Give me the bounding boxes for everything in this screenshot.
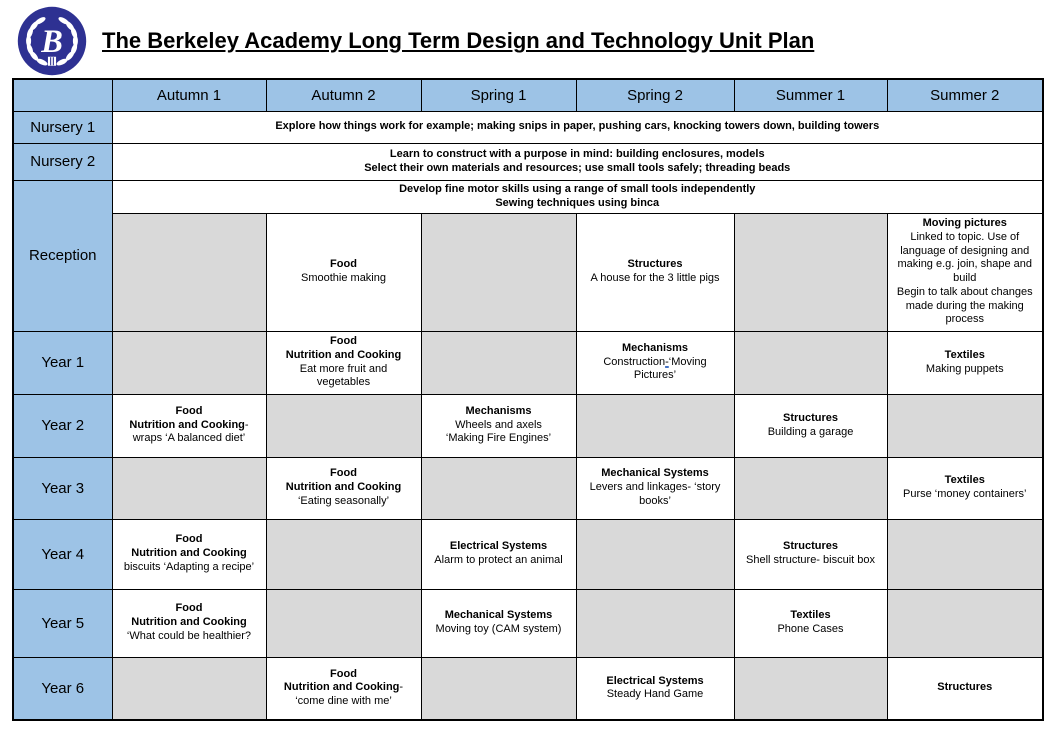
cell-text: Begin to talk about changes made during the making process: [896, 285, 1033, 326]
table-row-reception-units: [13, 213, 1043, 331]
cell-year-3-summer-2: [887, 457, 1043, 519]
row-label-year-5: Year 5: [13, 589, 112, 657]
cell-text: Nutrition and Cooking: [285, 481, 402, 494]
berkeley-academy-logo-icon: [14, 5, 90, 77]
cell-text: - wraps ‘A balanced diet’: [132, 418, 249, 445]
cell-text: ‘Moving Pictures’: [633, 355, 707, 382]
cell-text: Food: [330, 467, 357, 480]
cell-year-4-summer-1: [734, 519, 887, 589]
cell-year-1-autumn-1: [112, 331, 266, 394]
column-header-autumn-1: Autumn 1: [112, 79, 266, 111]
cell-text: ‘What could be healthier?: [126, 629, 252, 642]
page-header: [14, 4, 814, 78]
span-cell-nursery-2: [112, 143, 1043, 180]
cell-text: biscuits ‘Adapting a recipe’: [123, 560, 255, 573]
cell-text: Moving toy (CAM system): [435, 623, 562, 635]
row-label-reception: Reception: [13, 180, 112, 331]
cell-text: Food: [175, 533, 203, 546]
corner-cell: [13, 79, 112, 111]
cell-text: - ‘come dine with me’: [295, 681, 404, 708]
cell-text: Mechanical Systems: [601, 467, 709, 480]
cell-year-5-spring-1: [421, 589, 576, 657]
cell-text: Smoothie making: [301, 272, 386, 284]
cell-text: Nutrition and Cooking: [285, 348, 402, 361]
cell-text: Mechanisms: [621, 341, 689, 354]
cell-text: Sewing techniques using binca: [495, 196, 660, 209]
cell-year-1-summer-2: [887, 331, 1043, 394]
cell-year-6-summer-2: [887, 657, 1043, 720]
svg-text:B: B: [41, 23, 63, 60]
column-header-autumn-2: Autumn 2: [266, 79, 421, 111]
cell-year-5-summer-2: [887, 589, 1043, 657]
cell-year-5-autumn-2: [266, 589, 421, 657]
cell-text: Nutrition and Cooking: [131, 547, 247, 560]
cell-year-2-autumn-1: [112, 394, 266, 457]
cell-text: Food: [175, 404, 203, 417]
plan-table-head: [13, 79, 1043, 111]
cell-reception-spring-1: [421, 213, 576, 331]
cell-year-3-autumn-1: [112, 457, 266, 519]
cell-text: Structures: [782, 540, 839, 553]
cell-text: Purse ‘money containers’: [902, 488, 1027, 500]
cell-text: Building a garage: [767, 425, 854, 438]
table-row-reception: [13, 180, 1043, 213]
cell-year-6-spring-2: [576, 657, 734, 720]
cell-text: Moving pictures: [922, 217, 1007, 229]
cell-text: Structures: [627, 258, 683, 271]
cell-text: Structures: [937, 681, 993, 694]
cell-text: Explore how things work for example; making snips in paper, pushing cars, knocking towers down, building towers: [275, 120, 880, 133]
cell-text: Mechanisms: [465, 404, 532, 417]
table-row-year-4: [13, 519, 1043, 589]
cell-year-4-autumn-2: [266, 519, 421, 589]
table-row-year-3: [13, 457, 1043, 519]
cell-year-3-autumn-2: [266, 457, 421, 519]
plan-table-body: [13, 111, 1043, 720]
cell-year-6-autumn-2: [266, 657, 421, 720]
cell-text: Textiles: [944, 348, 985, 361]
cell-year-2-autumn-2: [266, 394, 421, 457]
cell-text: Electrical Systems: [449, 540, 548, 553]
cell-reception-summer-2: [887, 213, 1043, 331]
cell-year-4-spring-2: [576, 519, 734, 589]
table-row-nursery-2: [13, 143, 1043, 180]
cell-text: Electrical Systems: [606, 674, 704, 687]
cell-year-4-summer-2: [887, 519, 1043, 589]
cell-text: Levers and linkages- ‘story books’: [589, 481, 721, 507]
table-row-nursery-1: [13, 111, 1043, 143]
row-label-year-3: Year 3: [13, 457, 112, 519]
cell-year-3-spring-2: [576, 457, 734, 519]
cell-year-6-summer-1: [734, 657, 887, 720]
table-row-year-2: [13, 394, 1043, 457]
cell-text: Learn to construct with a purpose in mind: building enclosures, models: [389, 147, 765, 160]
cell-reception-autumn-1: [112, 213, 266, 331]
cell-text: Food: [175, 602, 203, 615]
cell-reception-spring-2: [576, 213, 734, 331]
column-header-spring-1: Spring 1: [421, 79, 576, 111]
cell-text: A house for the 3 little pigs: [590, 272, 720, 284]
span-cell-reception: [112, 180, 1043, 213]
table-row-year-1: [13, 331, 1043, 394]
column-header-summer-1: Summer 1: [734, 79, 887, 111]
column-header-spring-2: Spring 2: [576, 79, 734, 111]
cell-year-3-spring-1: [421, 457, 576, 519]
cell-text: -: [665, 355, 669, 368]
cell-text: Eat more fruit and vegetables: [299, 362, 388, 389]
span-cell-nursery-1: [112, 111, 1043, 143]
cell-year-4-autumn-1: [112, 519, 266, 589]
cell-text: Wheels and axels: [455, 418, 542, 431]
cell-text: Nutrition and Cooking: [131, 616, 247, 629]
cell-text: Alarm to protect an animal: [434, 554, 563, 566]
cell-text: Shell structure- biscuit box: [746, 554, 875, 566]
column-header-summer-2: Summer 2: [887, 79, 1043, 111]
cell-text: Nutrition and Cooking: [129, 418, 245, 431]
cell-text: Food: [330, 667, 357, 680]
row-label-nursery-1: Nursery 1: [13, 111, 112, 143]
table-row-year-5: [13, 589, 1043, 657]
cell-text: Phone Cases: [777, 623, 844, 635]
cell-reception-summer-1: [734, 213, 887, 331]
cell-text: Textiles: [944, 474, 985, 487]
cell-year-1-autumn-2: [266, 331, 421, 394]
cell-reception-autumn-2: [266, 213, 421, 331]
cell-year-1-summer-1: [734, 331, 887, 394]
row-label-year-1: Year 1: [13, 331, 112, 394]
cell-text: ‘Making Fire Engines’: [445, 432, 552, 445]
cell-text: Construction: [603, 355, 666, 368]
cell-text: Structures: [782, 411, 839, 424]
cell-year-5-spring-2: [576, 589, 734, 657]
row-label-nursery-2: Nursery 2: [13, 143, 112, 180]
row-label-year-4: Year 4: [13, 519, 112, 589]
cell-year-2-summer-2: [887, 394, 1043, 457]
row-label-year-6: Year 6: [13, 657, 112, 720]
cell-year-6-autumn-1: [112, 657, 266, 720]
cell-text: Textiles: [790, 609, 831, 622]
cell-text: Develop fine motor skills using a range of small tools independently: [399, 182, 756, 195]
cell-text: Steady Hand Game: [606, 688, 704, 701]
cell-text: Food: [330, 258, 357, 271]
cell-year-4-spring-1: [421, 519, 576, 589]
cell-year-6-spring-1: [421, 657, 576, 720]
cell-year-1-spring-2: [576, 331, 734, 394]
cell-year-2-spring-1: [421, 394, 576, 457]
cell-year-5-summer-1: [734, 589, 887, 657]
page-title: The Berkeley Academy Long Term Design and Technology Unit Plan: [102, 28, 815, 53]
cell-text: Food: [330, 335, 357, 347]
cell-year-2-summer-1: [734, 394, 887, 457]
table-row-year-6: [13, 657, 1043, 720]
cell-text: Mechanical Systems: [444, 609, 553, 622]
cell-year-3-summer-1: [734, 457, 887, 519]
cell-text: Making puppets: [925, 362, 1004, 375]
unit-plan-table: [12, 78, 1044, 721]
cell-text: Select their own materials and resources; use small tools safely; threading beads: [364, 161, 791, 174]
cell-year-5-autumn-1: [112, 589, 266, 657]
row-label-year-2: Year 2: [13, 394, 112, 457]
cell-year-1-spring-1: [421, 331, 576, 394]
cell-year-2-spring-2: [576, 394, 734, 457]
cell-text: Nutrition and Cooking: [283, 681, 400, 694]
cell-text: ‘Eating seasonally’: [297, 494, 390, 507]
cell-text: Linked to topic. Use of language of designing and making e.g. join, shape and build: [897, 230, 1033, 284]
